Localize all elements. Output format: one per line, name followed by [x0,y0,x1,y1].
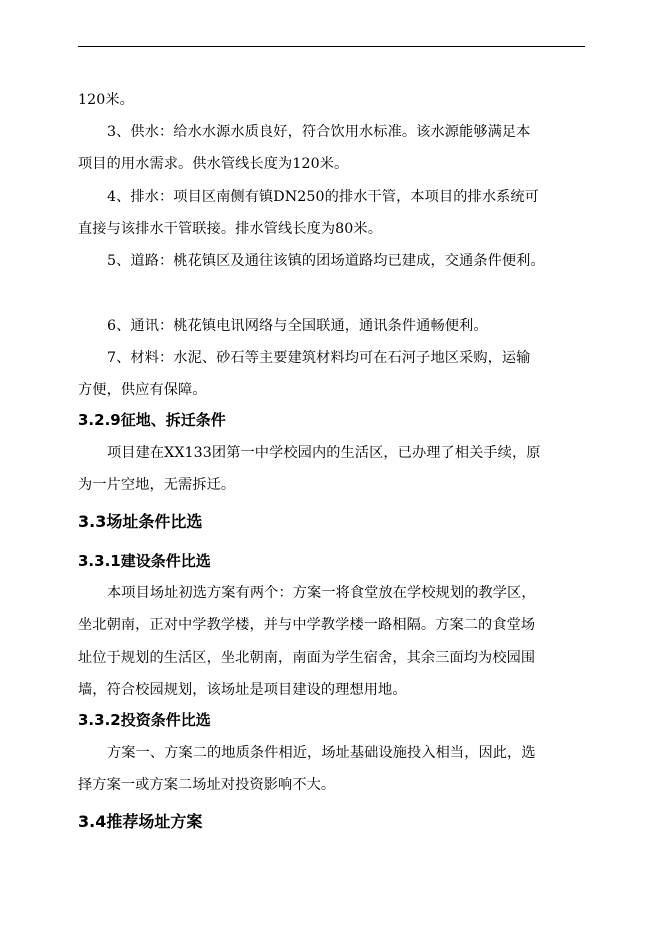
paragraph-line: 方案一、方案二的地质条件相近，场址基础设施投入相当，因此，选 [107,745,536,761]
paragraph-line: 7、材料：水泥、砂石等主要建筑材料均可在石河子地区采购，运输 [107,350,531,366]
paragraph-line: 4、排水：项目区南侧有镇DN250的排水干管，本项目的排水系统可 [107,189,539,205]
section-heading: 3.3.1建设条件比选 [78,552,211,570]
paragraph-line: 项目的用水需求。供水管线长度为120米。 [78,156,349,172]
paragraph-line: 直接与该排水干管联接。排水管线长度为80米。 [78,221,383,237]
paragraph-line: 坐北朝南，正对中学教学楼，并与中学教学楼一路相隔。方案二的食堂场 [78,617,536,633]
paragraph-line: 项目建在XX133团第一中学校园内的生活区，已办理了相关手续，原 [107,445,541,461]
paragraph-line: 5、道路：桃花镇区及通往该镇的团场道路均已建成，交通条件便利。 [107,253,545,269]
section-heading: 3.2.9征地、拆迁条件 [78,411,226,429]
paragraph-line: 址位于规划的生活区，坐北朝南，南面为学生宿舍，其余三面均为校园围 [78,650,536,666]
section-heading: 3.3.2投资条件比选 [78,711,211,729]
section-heading: 3.3场址条件比选 [78,512,203,531]
paragraph-line: 120米。 [78,92,134,108]
header-rule [78,46,585,47]
paragraph-line: 3、供水：给水水源水质良好，符合饮用水标准。该水源能够满足本 [107,124,531,140]
paragraph-line: 墙，符合校园规划，该场址是项目建设的理想用地。 [78,682,407,698]
paragraph-line: 择方案一或方案二场址对投资影响不大。 [78,777,336,793]
paragraph-line: 本项目场址初选方案有两个：方案一将食堂放在学校规划的教学区， [107,585,536,601]
paragraph-line: 为一片空地，无需拆迁。 [78,477,236,493]
paragraph-line: 方便，供应有保障。 [78,382,207,398]
paragraph-line: 6、通讯：桃花镇电讯网络与全国联通，通讯条件通畅便利。 [107,318,488,334]
section-heading: 3.4推荐场址方案 [78,812,203,831]
